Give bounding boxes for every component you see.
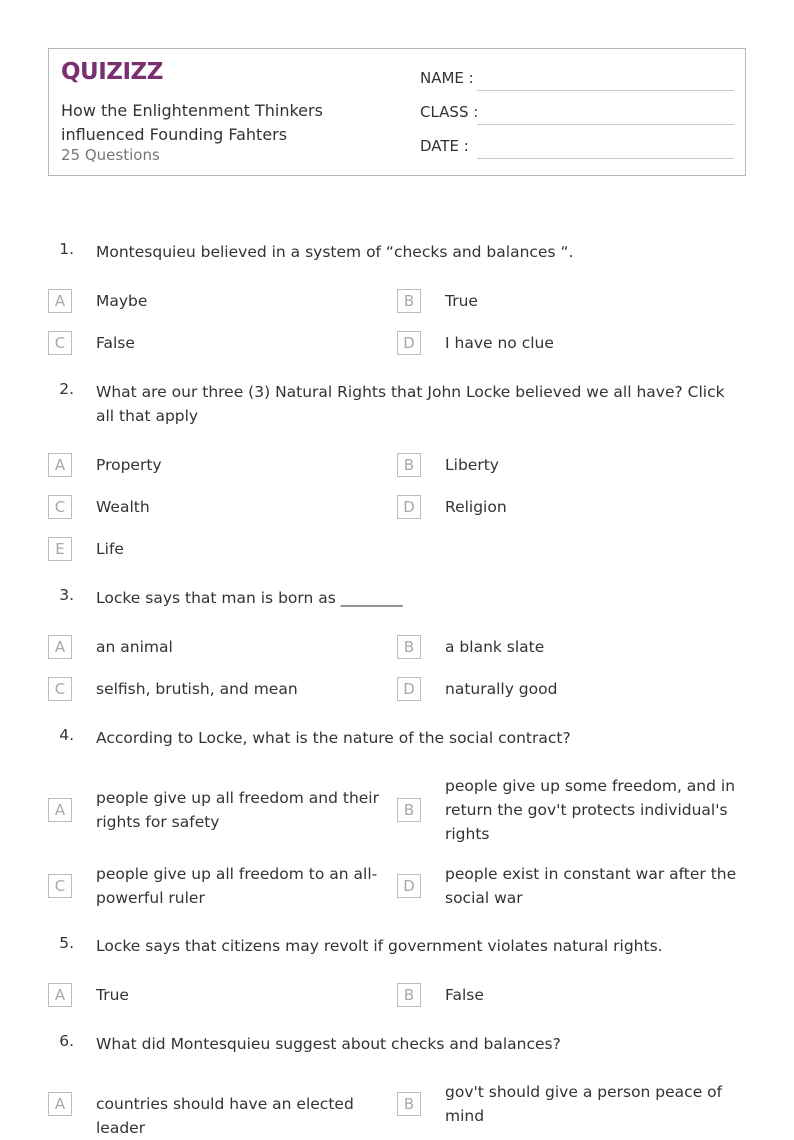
option-letter-box: B: [397, 289, 421, 313]
option-letter-box: C: [48, 677, 72, 701]
option-letter-box: B: [397, 983, 421, 1007]
student-info-fields: [420, 65, 734, 167]
question-number: 5.: [59, 934, 74, 952]
option-text: people give up all freedom to an all-powerful ruler: [96, 865, 378, 907]
question-number: 1.: [59, 240, 74, 258]
name-field[interactable]: [420, 65, 734, 99]
class-label: CLASS :: [420, 103, 479, 121]
option-text: Property: [96, 456, 162, 474]
question-text: What did Montesquieu suggest about checks and balances?: [96, 1035, 561, 1053]
name-label: NAME :: [420, 69, 474, 87]
option-text: people give up some freedom, and in return the gov't protects individual's rights: [445, 777, 736, 843]
question-number: 3.: [59, 586, 74, 604]
option-letter-box: B: [397, 635, 421, 659]
worksheet-title: How the Enlightenment Thinkers influenced Founding Fahters: [61, 101, 323, 144]
question-text: Locke says that citizens may revolt if government violates natural rights.: [96, 937, 663, 955]
option-text: naturally good: [445, 680, 558, 698]
option-text: selfish, brutish, and mean: [96, 680, 298, 698]
class-line[interactable]: [477, 124, 734, 125]
date-label: DATE :: [420, 137, 469, 155]
option-text: True: [445, 292, 478, 310]
option-letter-box: D: [397, 874, 421, 898]
option-text: a blank slate: [445, 638, 545, 656]
option-letter-box: A: [48, 1092, 72, 1116]
option-letter-box: A: [48, 453, 72, 477]
option-text: Liberty: [445, 456, 499, 474]
question-text: According to Locke, what is the nature of the social contract?: [96, 729, 571, 747]
option-letter-box: B: [397, 453, 421, 477]
question-text: What are our three (3) Natural Rights that John Locke believed we all have? Click all that apply: [96, 383, 725, 425]
option-letter-box: A: [48, 798, 72, 822]
option-letter-box: B: [397, 1092, 421, 1116]
option-text: Maybe: [96, 292, 148, 310]
option-letter-box: B: [397, 798, 421, 822]
option-text: I have no clue: [445, 334, 554, 352]
option-text: False: [96, 334, 135, 352]
option-letter-box: D: [397, 495, 421, 519]
question-number: 6.: [59, 1032, 74, 1050]
name-line[interactable]: [477, 90, 734, 91]
option-letter-box: C: [48, 874, 72, 898]
option-text: people exist in constant war after the social war: [445, 865, 737, 907]
option-letter-box: A: [48, 635, 72, 659]
question-number: 4.: [59, 726, 74, 744]
option-letter-box: D: [397, 331, 421, 355]
question-text: Locke says that man is born as ________: [96, 589, 403, 607]
option-text: False: [445, 986, 484, 1004]
option-letter-box: A: [48, 289, 72, 313]
date-line[interactable]: [477, 158, 734, 159]
option-text: Wealth: [96, 498, 150, 516]
option-text: gov't should give a person peace of mind: [445, 1083, 723, 1125]
question-text: Montesquieu believed in a system of “checks and balances “.: [96, 243, 574, 261]
option-text: people give up all freedom and their rights for safety: [96, 789, 379, 831]
option-text: countries should have an elected leader: [96, 1095, 354, 1137]
quizizz-logo: QUIZIZZ: [61, 59, 163, 85]
date-field[interactable]: [420, 133, 734, 167]
option-letter-box: C: [48, 495, 72, 519]
question-number: 2.: [59, 380, 74, 398]
option-text: Life: [96, 540, 124, 558]
worksheet-header: [48, 48, 746, 176]
option-letter-box: E: [48, 537, 72, 561]
option-letter-box: D: [397, 677, 421, 701]
option-text: True: [96, 986, 129, 1004]
option-letter-box: A: [48, 983, 72, 1007]
class-field[interactable]: [420, 99, 734, 133]
question-count: 25 Questions: [61, 146, 160, 164]
option-letter-box: C: [48, 331, 72, 355]
option-text: Religion: [445, 498, 507, 516]
option-text: an animal: [96, 638, 173, 656]
